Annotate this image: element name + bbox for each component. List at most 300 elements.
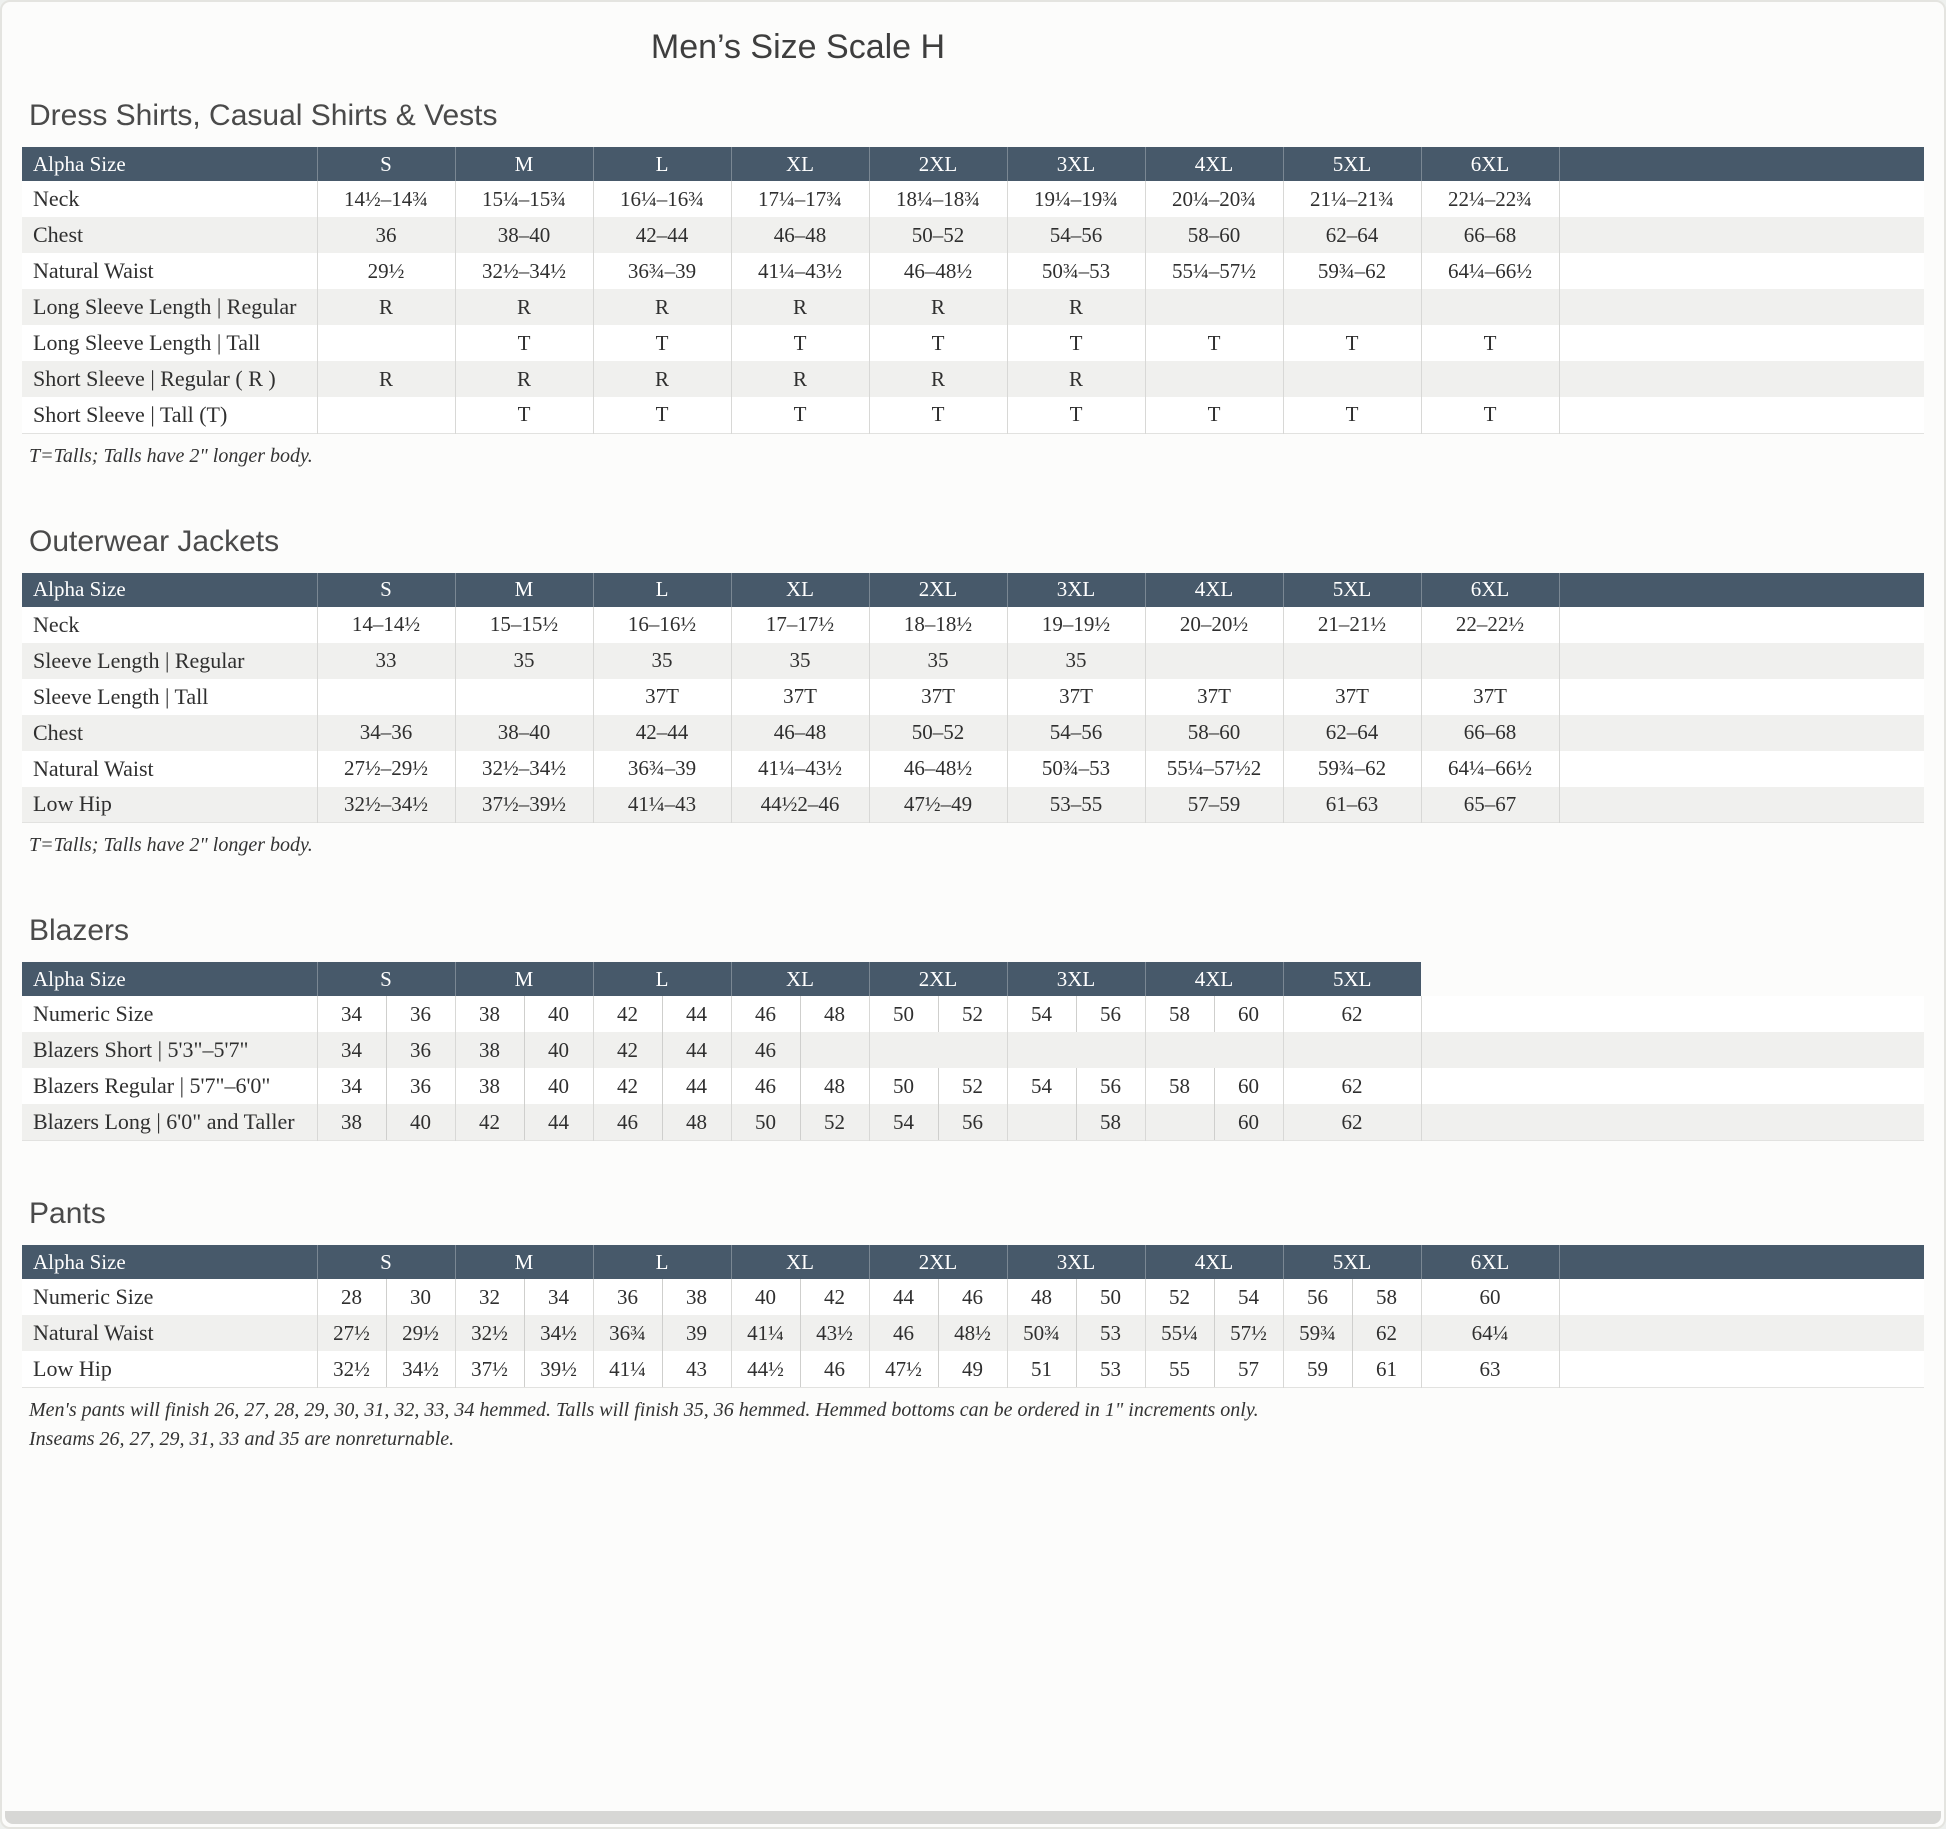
size-cell: 38–40 xyxy=(455,715,593,751)
size-cell: 19¼–19¾ xyxy=(1007,181,1145,217)
size-cell: 57–59 xyxy=(1145,787,1283,823)
size-cell xyxy=(593,1279,731,1315)
size-subvalue: 44½ xyxy=(747,1357,784,1381)
size-cell: R xyxy=(1007,361,1145,397)
column-header: S xyxy=(317,573,455,607)
size-cell: 21¼–21¾ xyxy=(1283,181,1421,217)
size-cell xyxy=(317,1104,455,1141)
size-cell xyxy=(1421,361,1559,397)
column-header: Alpha Size xyxy=(22,147,317,181)
size-cell xyxy=(455,679,593,715)
size-subvalue: 44 xyxy=(524,1104,593,1140)
size-cell: R xyxy=(455,289,593,325)
size-cell: T xyxy=(1283,397,1421,433)
size-subvalue: 50 xyxy=(1076,1279,1145,1315)
column-header: 5XL xyxy=(1283,1245,1421,1279)
size-subvalue: 58 xyxy=(1169,1074,1190,1098)
size-cell: T xyxy=(593,325,731,361)
column-header: 4XL xyxy=(1145,573,1283,607)
size-cell xyxy=(1283,361,1421,397)
size-cell: 38–40 xyxy=(455,217,593,253)
size-subvalue: 56 xyxy=(1076,996,1145,1032)
size-subvalue: 34 xyxy=(341,1038,362,1062)
size-cell: 46–48½ xyxy=(869,253,1007,289)
size-subvalue: 38 xyxy=(479,1002,500,1026)
table-row xyxy=(22,289,1924,325)
size-cell: 15¼–15¾ xyxy=(455,181,593,217)
size-cell: 61–63 xyxy=(1283,787,1421,823)
size-cell: 36¾–39 xyxy=(593,253,731,289)
row-label: Blazers Long | 6'0" and Taller xyxy=(33,1109,295,1134)
size-cell xyxy=(1283,643,1421,679)
size-cell: 42–44 xyxy=(593,715,731,751)
size-cell: 19–19½ xyxy=(1007,607,1145,643)
filler-cell xyxy=(1421,1032,1924,1068)
size-cell: 41¼–43½ xyxy=(731,751,869,787)
size-cell: R xyxy=(869,361,1007,397)
column-header: M xyxy=(455,1245,593,1279)
size-cell xyxy=(869,1315,1007,1351)
size-cell: T xyxy=(869,397,1007,433)
column-header: M xyxy=(455,573,593,607)
size-cell: R xyxy=(455,361,593,397)
size-cell: 58–60 xyxy=(1145,715,1283,751)
table-row xyxy=(22,361,1924,397)
page-title: Men’s Size Scale H xyxy=(650,28,946,66)
filler-cell xyxy=(1559,1315,1924,1351)
size-subvalue: 54 xyxy=(1031,1074,1052,1098)
size-subvalue: 61 xyxy=(1352,1351,1421,1387)
size-cell: 16–16½ xyxy=(593,607,731,643)
size-cell: R xyxy=(731,289,869,325)
row-label: Long Sleeve Length | Regular xyxy=(33,294,297,319)
size-subvalue: 28 xyxy=(341,1285,362,1309)
filler-cell xyxy=(1559,787,1924,823)
size-cell: 37½–39½ xyxy=(455,787,593,823)
size-cell: 46–48 xyxy=(731,217,869,253)
size-cell: 18¼–18¾ xyxy=(869,181,1007,217)
size-cell xyxy=(317,1068,455,1104)
size-cell xyxy=(1145,361,1283,397)
size-cell: 16¼–16¾ xyxy=(593,181,731,217)
size-cell xyxy=(731,1279,869,1315)
size-subvalue: 42 xyxy=(479,1110,500,1134)
size-subvalue xyxy=(1146,1104,1214,1140)
size-subvalue: 56 xyxy=(1307,1285,1328,1309)
size-cell: R xyxy=(317,289,455,325)
column-header: 5XL xyxy=(1283,573,1421,607)
size-cell xyxy=(1007,1104,1145,1141)
size-cell: R xyxy=(593,361,731,397)
bottom-strip xyxy=(5,1811,1941,1824)
row-label: Numeric Size xyxy=(33,1284,154,1309)
sections-container xyxy=(2,99,1944,1452)
size-cell: T xyxy=(455,397,593,433)
size-cell: R xyxy=(869,289,1007,325)
size-subvalue: 36 xyxy=(617,1285,638,1309)
size-cell xyxy=(1283,1351,1421,1388)
size-cell: 59¾–62 xyxy=(1283,751,1421,787)
section-heading: Blazers xyxy=(29,914,130,947)
table-footnote: Men's pants will finish 26, 27, 28, 29, 30, 31, 32, 33, 34 hemmed. Talls will finish 35, 36 hemmed. Hemmed bottoms can be ordered in 1" increments only. xyxy=(29,1399,1259,1421)
table-row xyxy=(22,397,1924,433)
size-cell: 35 xyxy=(731,643,869,679)
size-cell: 64¼–66½ xyxy=(1421,751,1559,787)
size-subvalue: 49 xyxy=(938,1351,1007,1387)
size-cell: 50–52 xyxy=(869,217,1007,253)
size-cell xyxy=(1007,1315,1145,1351)
size-cell: T xyxy=(1007,325,1145,361)
size-cell: 37T xyxy=(1007,679,1145,715)
size-cell: 33 xyxy=(317,643,455,679)
size-subvalue: 42 xyxy=(617,1038,638,1062)
size-cell: 15–15½ xyxy=(455,607,593,643)
size-cell xyxy=(869,1279,1007,1315)
size-cell xyxy=(317,996,455,1032)
size-cell xyxy=(731,1351,869,1388)
table-row xyxy=(22,325,1924,361)
size-cell xyxy=(1283,1315,1421,1351)
column-header: 6XL xyxy=(1421,1245,1559,1279)
size-subvalue: 30 xyxy=(386,1279,455,1315)
filler-cell xyxy=(1559,253,1924,289)
size-cell: 66–68 xyxy=(1421,715,1559,751)
size-subvalue: 37½ xyxy=(471,1357,508,1381)
size-cell: T xyxy=(731,325,869,361)
table-row xyxy=(22,1279,1924,1315)
size-subvalue: 52 xyxy=(938,1068,1007,1104)
size-subvalue: 40 xyxy=(524,1032,593,1068)
size-subvalue: 44 xyxy=(662,1068,731,1104)
column-header: 5XL xyxy=(1283,962,1421,996)
size-cell xyxy=(1007,1068,1145,1104)
size-cell: T xyxy=(455,325,593,361)
size-cell: 20¼–20¾ xyxy=(1145,181,1283,217)
filler-cell xyxy=(1421,996,1924,1032)
size-subvalue: 56 xyxy=(1076,1068,1145,1104)
size-cell xyxy=(317,1032,455,1068)
size-cell: R xyxy=(593,289,731,325)
section-heading: Pants xyxy=(29,1197,106,1230)
size-cell: 63 xyxy=(1421,1351,1559,1388)
column-header: Alpha Size xyxy=(22,573,317,607)
size-subvalue: 54 xyxy=(893,1110,914,1134)
section-heading: Outerwear Jackets xyxy=(29,524,280,558)
size-cell: 32½–34½ xyxy=(455,751,593,787)
size-subvalue: 60 xyxy=(1214,996,1283,1032)
size-cell: 50¾–53 xyxy=(1007,751,1145,787)
size-cell xyxy=(455,1279,593,1315)
size-cell xyxy=(455,1104,593,1141)
size-cell xyxy=(1145,1315,1283,1351)
size-cell xyxy=(1007,1032,1145,1068)
table-header-row xyxy=(22,1245,1924,1279)
column-header: L xyxy=(593,1245,731,1279)
size-subvalue: 59¾ xyxy=(1299,1321,1336,1345)
filler-cell xyxy=(1559,181,1924,217)
size-subvalue: 41¼ xyxy=(609,1357,646,1381)
size-cell: 62 xyxy=(1283,996,1421,1032)
size-subvalue: 40 xyxy=(524,1068,593,1104)
size-cell: 46–48 xyxy=(731,715,869,751)
size-cell: T xyxy=(1421,325,1559,361)
size-cell: 35 xyxy=(455,643,593,679)
column-header: 2XL xyxy=(869,962,1007,996)
table-row xyxy=(22,1068,1924,1104)
filler-cell xyxy=(1559,751,1924,787)
column-header: 4XL xyxy=(1145,147,1283,181)
filler-cell xyxy=(1559,397,1924,433)
size-subvalue: 48½ xyxy=(938,1315,1007,1351)
size-cell: 37T xyxy=(1421,679,1559,715)
size-subvalue: 48 xyxy=(662,1104,731,1140)
size-cell: T xyxy=(1421,397,1559,433)
size-cell: 60 xyxy=(1421,1279,1559,1315)
size-cell xyxy=(1145,1104,1283,1141)
size-subvalue: 36 xyxy=(386,1068,455,1104)
size-subvalue: 62 xyxy=(1352,1315,1421,1351)
size-subvalue: 48 xyxy=(800,1068,869,1104)
size-cell xyxy=(869,1104,1007,1141)
table-row xyxy=(22,751,1924,787)
size-cell xyxy=(1283,1032,1421,1068)
size-cell xyxy=(731,1315,869,1351)
size-subvalue: 52 xyxy=(938,996,1007,1032)
size-subvalue: 53 xyxy=(1076,1315,1145,1351)
table-row xyxy=(22,607,1924,643)
row-label: Natural Waist xyxy=(33,1320,154,1345)
column-header: M xyxy=(455,962,593,996)
size-cell xyxy=(1007,996,1145,1032)
size-subvalue: 32 xyxy=(479,1285,500,1309)
row-label: Blazers Short | 5'3"–5'7" xyxy=(33,1037,249,1062)
size-cell: 22¼–22¾ xyxy=(1421,181,1559,217)
size-subvalue: 59 xyxy=(1307,1357,1328,1381)
filler-header xyxy=(1559,1245,1924,1279)
size-subvalue: 58 xyxy=(1076,1104,1145,1140)
size-subvalue: 36 xyxy=(386,996,455,1032)
column-header: 6XL xyxy=(1421,147,1559,181)
size-subvalue: 50 xyxy=(893,1002,914,1026)
size-subvalue: 46 xyxy=(938,1279,1007,1315)
size-cell: 41¼–43 xyxy=(593,787,731,823)
size-cell xyxy=(593,1104,731,1141)
size-cell xyxy=(869,1032,1007,1068)
size-cell: 37T xyxy=(1145,679,1283,715)
column-header: Alpha Size xyxy=(22,1245,317,1279)
size-subvalue: 46 xyxy=(755,1074,776,1098)
size-cell xyxy=(1007,1351,1145,1388)
filler-cell xyxy=(1559,607,1924,643)
size-cell: 36 xyxy=(317,217,455,253)
size-subvalue: 36¾ xyxy=(609,1321,646,1345)
size-cell xyxy=(593,1032,731,1068)
size-subvalue: 42 xyxy=(617,1074,638,1098)
size-cell: 20–20½ xyxy=(1145,607,1283,643)
row-label: Neck xyxy=(33,611,80,637)
size-subvalue: 46 xyxy=(893,1321,914,1345)
size-table xyxy=(22,1245,1924,1388)
size-cell xyxy=(455,1068,593,1104)
size-cell: 42–44 xyxy=(593,217,731,253)
size-cell: 64¼ xyxy=(1421,1315,1559,1351)
column-header: 2XL xyxy=(869,573,1007,607)
size-cell: 27½–29½ xyxy=(317,751,455,787)
size-table xyxy=(22,573,1924,824)
size-cell: 44½2–46 xyxy=(731,787,869,823)
row-label: Numeric Size xyxy=(33,1001,154,1026)
size-subvalue: 52 xyxy=(1169,1285,1190,1309)
size-cell xyxy=(1007,1279,1145,1315)
column-header: 4XL xyxy=(1145,962,1283,996)
row-label: Chest xyxy=(33,222,84,247)
size-subvalue: 29½ xyxy=(386,1315,455,1351)
size-cell: 18–18½ xyxy=(869,607,1007,643)
column-header: L xyxy=(593,147,731,181)
row-label: Short Sleeve | Tall (T) xyxy=(33,401,228,427)
size-cell: 37T xyxy=(1283,679,1421,715)
size-subvalue: 34½ xyxy=(524,1315,593,1351)
size-subvalue: 50 xyxy=(755,1110,776,1134)
filler-header xyxy=(1559,147,1924,181)
size-subvalue: 34 xyxy=(341,1074,362,1098)
size-cell: 34–36 xyxy=(317,715,455,751)
size-subvalue: 39 xyxy=(662,1315,731,1351)
column-header: 3XL xyxy=(1007,147,1145,181)
size-subvalue: 34 xyxy=(524,1279,593,1315)
column-header: XL xyxy=(731,1245,869,1279)
size-cell: T xyxy=(869,325,1007,361)
size-cell xyxy=(869,1351,1007,1388)
size-cell xyxy=(1145,996,1283,1032)
size-cell xyxy=(1421,643,1559,679)
size-cell: 17–17½ xyxy=(731,607,869,643)
size-cell: R xyxy=(1007,289,1145,325)
size-subvalue: 40 xyxy=(755,1285,776,1309)
size-subvalue: 38 xyxy=(479,1038,500,1062)
size-cell: 55¼–57½ xyxy=(1145,253,1283,289)
size-cell xyxy=(731,996,869,1032)
size-subvalue: 43 xyxy=(662,1351,731,1387)
size-cell: 59¾–62 xyxy=(1283,253,1421,289)
size-subvalue: 34 xyxy=(341,1002,362,1026)
size-cell: 47½–49 xyxy=(869,787,1007,823)
size-cell: 35 xyxy=(869,643,1007,679)
row-label: Chest xyxy=(33,719,84,745)
table-header-row xyxy=(22,962,1924,996)
size-cell: 53–55 xyxy=(1007,787,1145,823)
column-header: 3XL xyxy=(1007,962,1145,996)
size-subvalue: 46 xyxy=(800,1351,869,1387)
size-cell xyxy=(1421,289,1559,325)
size-cell: 62 xyxy=(1283,1104,1421,1141)
size-subvalue: 42 xyxy=(800,1279,869,1315)
size-cell xyxy=(455,996,593,1032)
size-cell: T xyxy=(731,397,869,433)
size-cell xyxy=(1283,289,1421,325)
size-subvalue: 46 xyxy=(617,1110,638,1134)
size-cell: 29½ xyxy=(317,253,455,289)
filler-cell xyxy=(1421,1068,1924,1104)
row-label: Blazers Regular | 5'7"–6'0" xyxy=(33,1073,271,1098)
size-cell: 35 xyxy=(1007,643,1145,679)
size-cell: 37T xyxy=(593,679,731,715)
size-subvalue: 60 xyxy=(1214,1068,1283,1104)
size-subvalue: 54 xyxy=(1031,1002,1052,1026)
size-subvalue: 51 xyxy=(1031,1357,1052,1381)
size-subvalue: 46 xyxy=(755,1002,776,1026)
column-header: 3XL xyxy=(1007,1245,1145,1279)
size-cell: 62 xyxy=(1283,1068,1421,1104)
column-header: Alpha Size xyxy=(22,962,317,996)
size-cell xyxy=(731,1104,869,1141)
size-cell: 58–60 xyxy=(1145,217,1283,253)
size-cell: T xyxy=(1283,325,1421,361)
size-cell xyxy=(593,1068,731,1104)
row-label: Long Sleeve Length | Tall xyxy=(33,330,261,355)
size-cell xyxy=(317,679,455,715)
size-subvalue: 40 xyxy=(386,1104,455,1140)
column-header: 2XL xyxy=(869,147,1007,181)
size-subvalue: 54 xyxy=(1214,1279,1283,1315)
size-cell: 37T xyxy=(731,679,869,715)
table-row xyxy=(22,643,1924,679)
size-cell xyxy=(593,1351,731,1388)
size-cell: 65–67 xyxy=(1421,787,1559,823)
size-cell: T xyxy=(1145,325,1283,361)
size-cell: T xyxy=(1145,397,1283,433)
row-label: Sleeve Length | Regular xyxy=(33,647,245,673)
table-header-row xyxy=(22,573,1924,607)
size-cell xyxy=(1145,1351,1283,1388)
size-subvalue: 38 xyxy=(341,1110,362,1134)
size-cell: 32½–34½ xyxy=(317,787,455,823)
size-cell: 66–68 xyxy=(1421,217,1559,253)
column-header: L xyxy=(593,573,731,607)
size-cell xyxy=(869,996,1007,1032)
size-cell: R xyxy=(317,361,455,397)
filler-cell xyxy=(1559,1279,1924,1315)
table-footnote: T=Talls; Talls have 2" longer body. xyxy=(29,834,313,856)
section-heading: Dress Shirts, Casual Shirts & Vests xyxy=(29,99,498,132)
size-cell: 41¼–43½ xyxy=(731,253,869,289)
column-header: XL xyxy=(731,147,869,181)
size-cell: 22–22½ xyxy=(1421,607,1559,643)
size-subvalue: 38 xyxy=(662,1279,731,1315)
size-cell xyxy=(1145,1279,1283,1315)
column-header: 4XL xyxy=(1145,1245,1283,1279)
size-cell: T xyxy=(593,397,731,433)
size-cell: 14½–14¾ xyxy=(317,181,455,217)
size-cell xyxy=(1145,289,1283,325)
size-subvalue: 34½ xyxy=(386,1351,455,1387)
size-subvalue: 58 xyxy=(1352,1279,1421,1315)
size-subvalue: 48 xyxy=(1031,1285,1052,1309)
size-subvalue: 44 xyxy=(662,996,731,1032)
filler-cell xyxy=(1559,715,1924,751)
size-cell xyxy=(593,996,731,1032)
size-subvalue: 52 xyxy=(800,1104,869,1140)
size-subvalue: 47½ xyxy=(885,1357,922,1381)
size-cell xyxy=(1145,1068,1283,1104)
size-cell: 62–64 xyxy=(1283,715,1421,751)
column-header: L xyxy=(593,962,731,996)
filler-header xyxy=(1559,573,1924,607)
size-cell: 17¼–17¾ xyxy=(731,181,869,217)
size-cell: T xyxy=(1007,397,1145,433)
table-row xyxy=(22,715,1924,751)
filler-cell xyxy=(1559,1351,1924,1388)
